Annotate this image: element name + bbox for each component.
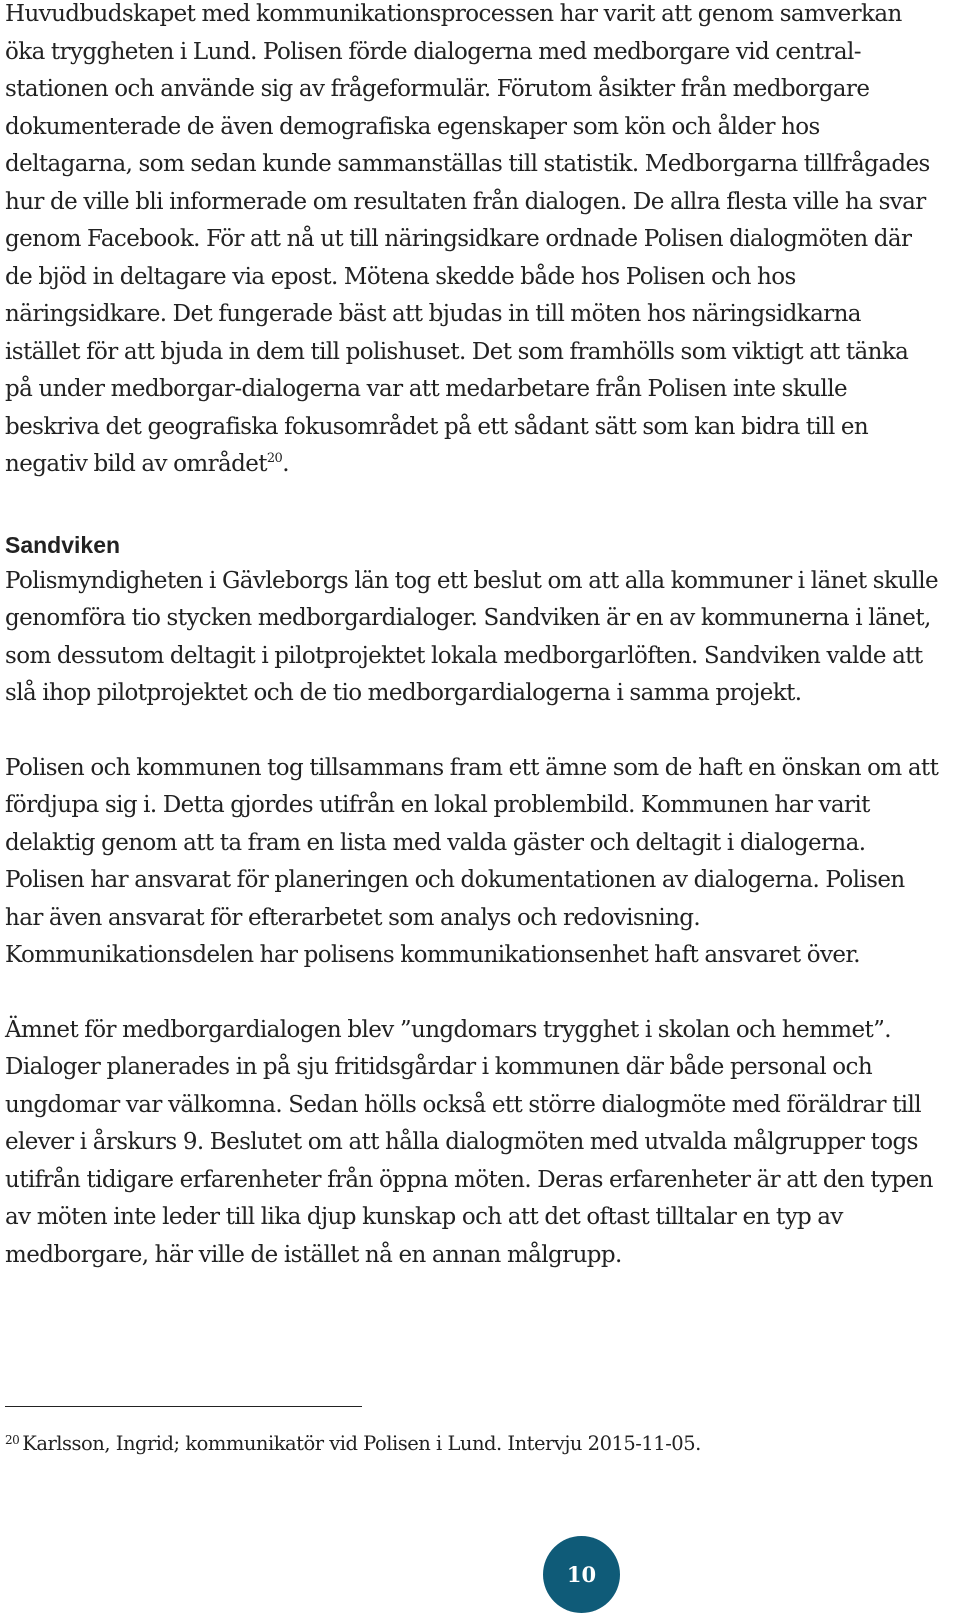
document-body — [5, 0, 940, 1274]
footnote-number: 20 — [5, 1433, 20, 1447]
footnote — [5, 1430, 940, 1458]
sandviken-paragraph-3: Ämnet för medborgardialogen blev ”ungdomars trygghet i skolan och hemmet”. Dialoger planerades in på sju fritidsgårdar i kommunen där både personal och ungdomar var välkomna. Sedan hölls också ett större dialogmöte med föräldrar till elever i årskurs 9. Beslutet om att hålla dialogmöten med utvalda målgrupper togs utifrån tidigare erfarenheter från öppna möten. Deras erfarenheter är att den typen av möten inte leder till lika djup kunskap och att det oftast tilltalar en typ av medborgare, här ville de istället nå en annan målgrupp. — [5, 1016, 933, 1268]
footnote-reference[interactable]: 20 — [266, 451, 283, 466]
sandviken-heading: Sandviken — [5, 531, 121, 558]
sandviken-paragraph-1: Polismyndigheten i Gävleborgs län tog ett beslut om att alla kommuner i länet skulle genomföra tio stycken medborgardialoger. Sandviken är en av kommunerna i länet, som dessutom deltagit i pilotprojektet lokala medborgarlöften. Sandviken valde att slå ihop pilotprojektet och de tio medborgardialogerna i samma projekt. — [5, 567, 938, 706]
lund-paragraph-end: . — [282, 451, 289, 477]
sandviken-paragraph-2: Polisen och kommunen tog tillsammans fram ett ämne som de haft en önskan om att fördjupa sig i. Detta gjordes utifrån en lokal problembild. Kommunen har varit delaktig genom att ta fram en lista med valda gäster och deltagit i dialogerna. Polisen har ansvarat för planeringen och dokumentationen av dialogerna. Polisen har även ansvarat för efterarbetet som analys och redovisning. Kommunikationsdelen har polisens kommunikationsenhet haft ansvaret över. — [5, 754, 939, 968]
lund-paragraph-text: Huvudbudskapet med kommunikationsprocessen har varit att genom samverkan öka tryggheten i Lund. Polisen förde dialogerna med medborgare vid central-stationen och använde sig av frågeformulär. Förutom åsikter från medborgare dokumenterade de även demografiska egenskaper som kön och ålder hos deltagarna, som sedan kunde sammanställas till statistik. Medborgarna tillfrågades hur de ville bli informerade om resultaten från dialogen. De allra flesta ville ha svar genom Facebook. För att nå ut till näringsidkare ordnade Polisen dialogmöten där de bjöd in deltagare via epost. Mötena skedde både hos Polisen och hos näringsidkare. Det fungerade bäst att bjudas in till möten hos näringsidkarna istället för att bjuda in dem till polishuset. Det som framhölls som viktigt att tänka på under medborgar-dialogerna var att medarbetare från Polisen inte skulle beskriva det geografiska fokusområdet på ett sådant sätt som kan bidra till en negativ bild av området — [5, 1, 930, 477]
page-number: 10 — [566, 1562, 597, 1587]
footnote-text: Karlsson, Ingrid; kommunikatör vid Polisen i Lund. Intervju 2015-11-05. — [22, 1432, 701, 1455]
page-number-badge — [543, 1536, 620, 1613]
lund-paragraph — [5, 0, 940, 484]
footnote-divider — [5, 1406, 362, 1407]
